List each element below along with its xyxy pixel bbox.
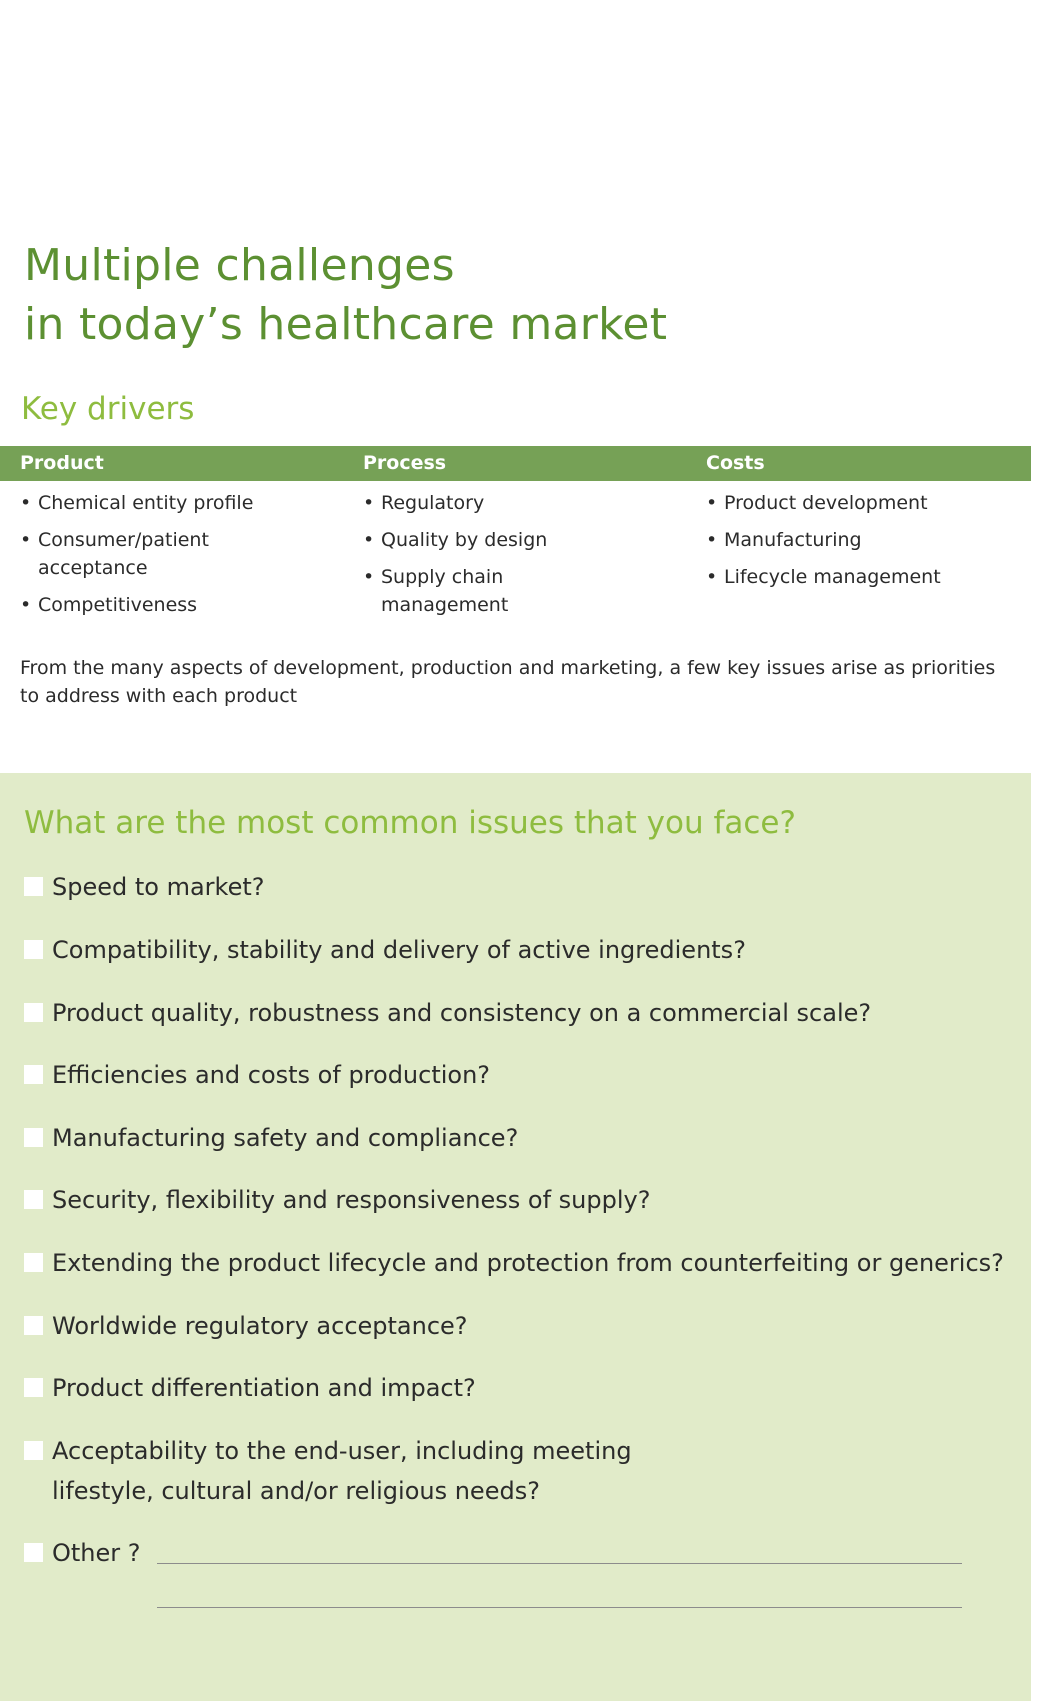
list-item: • Quality by design (363, 526, 663, 554)
list-item: • Chemical entity profile (20, 489, 320, 517)
checkbox[interactable] (24, 1190, 43, 1209)
bullet-glyph: • (363, 492, 375, 514)
process-drivers-list (363, 489, 663, 628)
checkbox[interactable] (24, 1543, 43, 1562)
checkbox[interactable] (24, 1065, 43, 1084)
question-label: Efficiencies and costs of production? (52, 1061, 491, 1089)
list-item: • Supply chain management (363, 563, 541, 619)
bullet-glyph: • (706, 529, 718, 551)
question-label: Other ? (52, 1539, 141, 1567)
list-item: • Regulatory (363, 489, 663, 517)
question-label: Compatibility, stability and delivery of active ingredients? (52, 936, 746, 964)
column-heading-costs: Costs (706, 452, 765, 474)
question-acceptability (24, 1431, 734, 1511)
question-label: Product quality, robustness and consistency on a commercial scale? (52, 999, 872, 1027)
bullet-glyph: • (363, 529, 375, 551)
key-drivers-heading: Key drivers (21, 391, 195, 427)
bullet-glyph: • (706, 566, 718, 588)
costs-drivers-list (706, 489, 1006, 600)
checkbox[interactable] (24, 1003, 43, 1022)
question-label: Speed to market? (52, 873, 265, 901)
page-title-line-1: Multiple challenges (24, 240, 455, 291)
checkbox[interactable] (24, 877, 43, 896)
question-compatibility (24, 930, 1014, 970)
question-other (24, 1533, 224, 1573)
other-answer-line-1[interactable] (157, 1563, 962, 1564)
list-item: • Product development (706, 489, 1006, 517)
question-label: Acceptability to the end-user, including meeting lifestyle, cultural and/or religious needs? (52, 1437, 632, 1505)
checkbox[interactable] (24, 1441, 43, 1460)
question-label: Manufacturing safety and compliance? (52, 1124, 519, 1152)
page-title-line-2: in today’s healthcare market (24, 299, 668, 350)
question-manufacturing-safety (24, 1118, 1014, 1158)
question-label: Product differentiation and impact? (52, 1374, 476, 1402)
bullet-glyph: • (20, 529, 32, 551)
checkbox[interactable] (24, 1128, 43, 1147)
column-heading-process: Process (363, 452, 447, 474)
question-label: Worldwide regulatory acceptance? (52, 1312, 468, 1340)
question-security-supply (24, 1180, 1014, 1220)
questionnaire-panel (0, 773, 1031, 1701)
list-item: • Manufacturing (706, 526, 1006, 554)
other-answer-line-2[interactable] (157, 1607, 962, 1608)
questionnaire-heading: What are the most common issues that you face? (24, 805, 796, 841)
bullet-glyph: • (706, 492, 718, 514)
bullet-glyph: • (20, 492, 32, 514)
intro-paragraph: From the many aspects of development, production and marketing, a few key issues arise as priorities to address with each product (20, 657, 996, 707)
list-item: • Lifecycle management (706, 563, 1006, 591)
page-title (24, 236, 1004, 354)
checkbox[interactable] (24, 1378, 43, 1397)
list-item: • Competitiveness (20, 591, 320, 619)
question-label: Extending the product lifecycle and protection from counterfeiting or generics? (52, 1249, 1004, 1277)
question-lifecycle (24, 1243, 1014, 1283)
question-product-quality (24, 993, 1014, 1033)
question-differentiation (24, 1368, 1014, 1408)
question-speed-to-market (24, 867, 1014, 907)
bullet-glyph: • (20, 594, 32, 616)
column-heading-product: Product (20, 452, 104, 474)
question-label: Security, flexibility and responsiveness of supply? (52, 1186, 651, 1214)
bullet-glyph: • (363, 566, 375, 588)
checkbox[interactable] (24, 1253, 43, 1272)
key-drivers-header-bar (0, 446, 1031, 481)
checkbox[interactable] (24, 940, 43, 959)
list-item: • Consumer/patient acceptance (20, 526, 238, 582)
checkbox[interactable] (24, 1316, 43, 1335)
question-regulatory (24, 1306, 1014, 1346)
product-drivers-list (20, 489, 320, 628)
question-efficiencies (24, 1055, 1014, 1095)
